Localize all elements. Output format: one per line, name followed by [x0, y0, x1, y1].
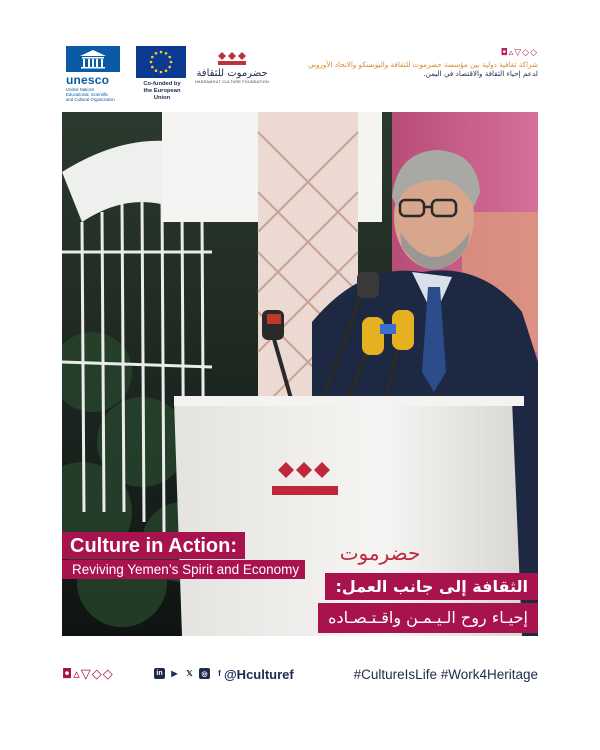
eu-flag-icon [136, 46, 186, 78]
caption-title-ar: الثقافة إلى جانب العمل: [325, 573, 538, 600]
caption-title-en: Culture in Action: [62, 532, 245, 559]
hcf-mark-icon [215, 52, 249, 66]
hashtags: #CultureIsLife #Work4Heritage [353, 667, 538, 682]
eu-logo [136, 46, 188, 102]
eu-cofunded-text: Co-funded by the European Union [143, 81, 181, 101]
partnership-line-1: شراكة ثقافية دولية بين مؤسسة حضرموت للثقافة واليونسكو والاتحاد الأوروبي [307, 60, 538, 69]
social-icons [154, 668, 225, 679]
facebook-icon[interactable]: f [218, 669, 221, 678]
social-handle[interactable]: @Hculturef [224, 667, 294, 682]
unesco-subtitle: United Nations Educational, Scientific and Cultural Organization [66, 87, 115, 102]
hcf-logo [192, 52, 272, 84]
linkedin-icon[interactable]: in [154, 668, 165, 679]
footer [62, 664, 538, 686]
footer-hcf-glyph-logo: ◘▵▽◇◇ [62, 667, 114, 682]
hcf-glyph-logo: ◘▵▽◇◇ [500, 48, 538, 58]
instagram-icon[interactable]: ◎ [199, 668, 210, 679]
youtube-icon[interactable]: ▶ [171, 669, 178, 678]
partnership-statement [293, 48, 538, 78]
x-icon[interactable]: 𝕏 [186, 669, 193, 678]
caption-subtitle-en: Reviving Yemen’s Spirit and Economy [62, 560, 305, 579]
unesco-logo [66, 46, 120, 102]
hcf-arabic-name: حضرموت للثقافة [196, 68, 268, 79]
unesco-temple-icon [66, 46, 120, 72]
svg-text:حضرموت: حضرموت [339, 541, 421, 565]
caption-subtitle-ar: إحيـاء روح الـيـمـن واقـتـصـاده [318, 603, 538, 633]
hcf-english-name: HADRAMOUT CULTURE FOUNDATION [195, 80, 269, 84]
partnership-line-2: لدعم إحياء الثقافة والاقتصاد في اليمن. [423, 69, 538, 78]
unesco-wordmark: unesco [66, 73, 110, 87]
